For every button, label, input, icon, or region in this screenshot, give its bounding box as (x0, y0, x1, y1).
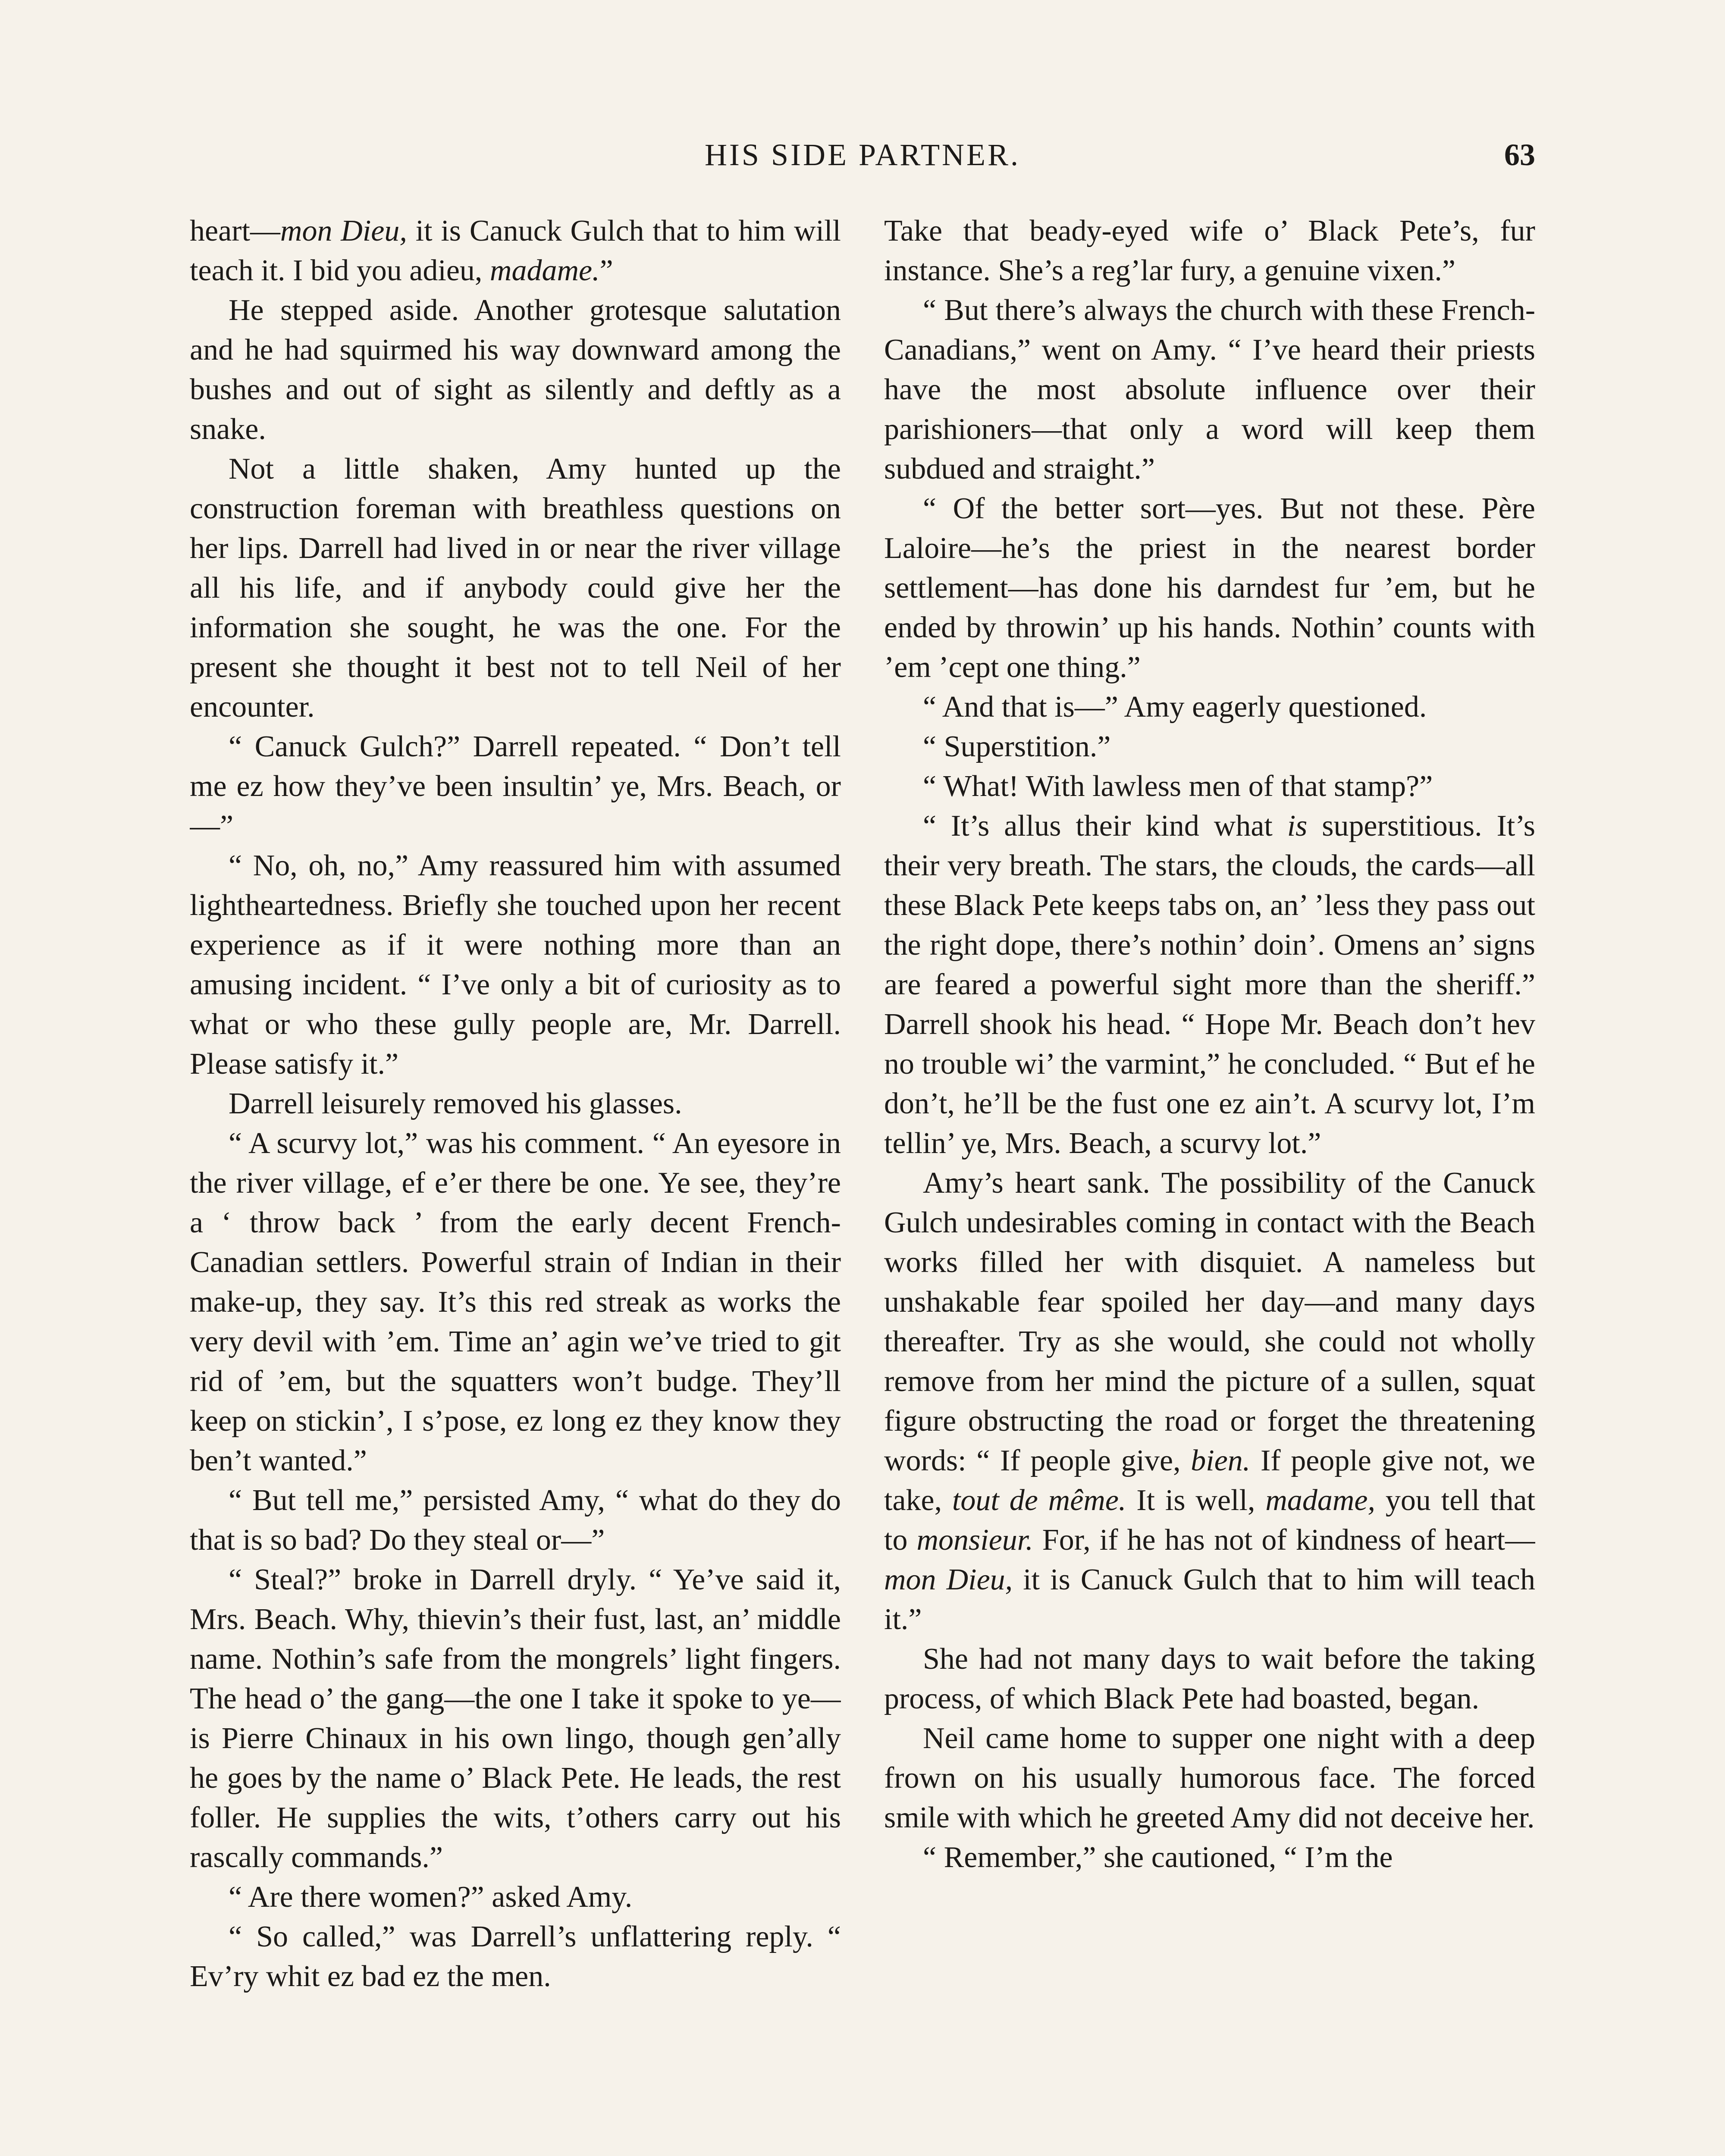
page-number: 63 (1504, 138, 1535, 172)
paragraph: Neil came home to supper one night with a deep frown on his usually humorous face. The forced smile with which he greeted Amy did not deceive her. (884, 1722, 1535, 1834)
paragraph: “ Of the better sort—yes. But not these. Père Laloire—he’s the priest in the nearest border settlement—has done his darndest fur ’em, but he ended by throwin’ up his hands. Nothin’ counts with ’em ’cept one thing.” (884, 492, 1535, 684)
paragraph: He stepped aside. Another grotesque salutation and he had squirmed his way downward among the bushes and out of sight as silently and deftly as a snake. (190, 294, 841, 446)
paragraph: “ Steal?” broke in Darrell dryly. “ Ye’ve said it, Mrs. Beach. Why, thievin’s their fust, last, an’ middle name. Nothin’s safe from the mongrels’ light fingers. The head o’ the gang—the one I take it spoke to ye—is Pierre Chinaux in his own lingo, though gen’ally he goes by the name o’ Black Pete. He leads, the rest foller. He supplies the wits, t’others carry out his rascally commands.” (190, 1563, 841, 1874)
paragraph: “ It’s allus their kind what is superstitious. It’s their very breath. The stars, the clouds, the cards—all these Black Pete keeps tabs on, an’ ’less they pass out the right dope, there’s nothin’ doin’. Omens an’ signs are feared a powerful sight more than the sheriff.” Darrell shook his head. “ Hope Mr. Beach don’t hev no trouble wi’ the varmint,” he concluded. “ But ef he don’t, he’ll be the fust one ez ain’t. A scurvy lot, I’m tellin’ ye, Mrs. Beach, a scurvy lot.” (884, 809, 1535, 1160)
paragraph: “ No, oh, no,” Amy reassured him with assumed lightheartedness. Briefly she touched upon her recent experience as if it were nothing more than an amusing incident. “ I’ve only a bit of curiosity as to what or who these gully people are, Mr. Darrell. Please satisfy it.” (190, 849, 841, 1081)
paragraph: “ Superstition.” (923, 730, 1111, 763)
paragraph: “ Are there women?” asked Amy. (229, 1880, 633, 1914)
paragraph: “ And that is—” Amy eagerly questioned. (923, 690, 1427, 724)
paragraph: “ A scurvy lot,” was his comment. “ An eyesore in the river village, ef e’er there be one. Ye see, they’re a ‘ throw back ’ from the early decent French-Canadian settlers. Powerful strain of Indian in their make-up, they say. It’s this red streak as works the very devil with ’em. Time an’ agin we’ve tried to git rid of ’em, but the squatters won’t budge. They’ll keep on stickin’, I s’pose, ez long ez they know they ben’t wanted.” (190, 1127, 841, 1477)
left-text-column (190, 211, 841, 2156)
paragraph: “ But tell me,” persisted Amy, “ what do they do that is so bad? Do they steal or—” (190, 1484, 841, 1557)
running-title: HIS SIDE PARTNER. (704, 138, 1021, 172)
paragraph: Darrell leisurely removed his glasses. (229, 1087, 682, 1120)
right-text-column (884, 211, 1535, 2156)
paragraph: “ But there’s always the church with these French-Canadians,” went on Amy. “ I’ve heard their priests have the most absolute influence over their parishioners—that only a word will keep them subdued and straight.” (884, 294, 1535, 486)
paragraph: Amy’s heart sank. The possibility of the Canuck Gulch undesirables coming in contact with the Beach works filled her with disquiet. A nameless but unshakable fear spoiled her day—and many days thereafter. Try as she would, she could not wholly remove from her mind the picture of a sullen, squat figure obstructing the road or forget the threatening words: “ If people give, bien. If people give not, we take, tout de même. It is well, madame, you tell that to monsieur. For, if he has not of kindness of heart—mon Dieu, it is Canuck Gulch that to him will teach it.” (884, 1166, 1535, 1636)
paragraph: Not a little shaken, Amy hunted up the construction foreman with breathless questions on her lips. Darrell had lived in or near the river village all his life, and if anybody could give her the information she sought, he was the one. For the present she thought it best not to tell Neil of her encounter. (190, 452, 841, 724)
paragraph: “ So called,” was Darrell’s unflattering reply. “ Ev’ry whit ez bad ez the men. (190, 1920, 841, 1993)
paragraph: “ Remember,” she cautioned, “ I’m the (923, 1841, 1393, 1874)
paragraph: Take that beady-eyed wife o’ Black Pete’s, fur instance. She’s a reg’lar fury, a genuine vixen.” (884, 214, 1535, 287)
paragraph: She had not many days to wait before the taking process, of which Black Pete had boasted, began. (884, 1642, 1535, 1715)
page-header (190, 137, 1535, 189)
paragraph: heart—mon Dieu, it is Canuck Gulch that to him will teach it. I bid you adieu, madame.” (190, 214, 841, 287)
paragraph: “ What! With lawless men of that stamp?” (923, 770, 1433, 803)
paragraph: “ Canuck Gulch?” Darrell repeated. “ Don’t tell me ez how they’ve been insultin’ ye, Mrs. Beach, or—” (190, 730, 841, 843)
